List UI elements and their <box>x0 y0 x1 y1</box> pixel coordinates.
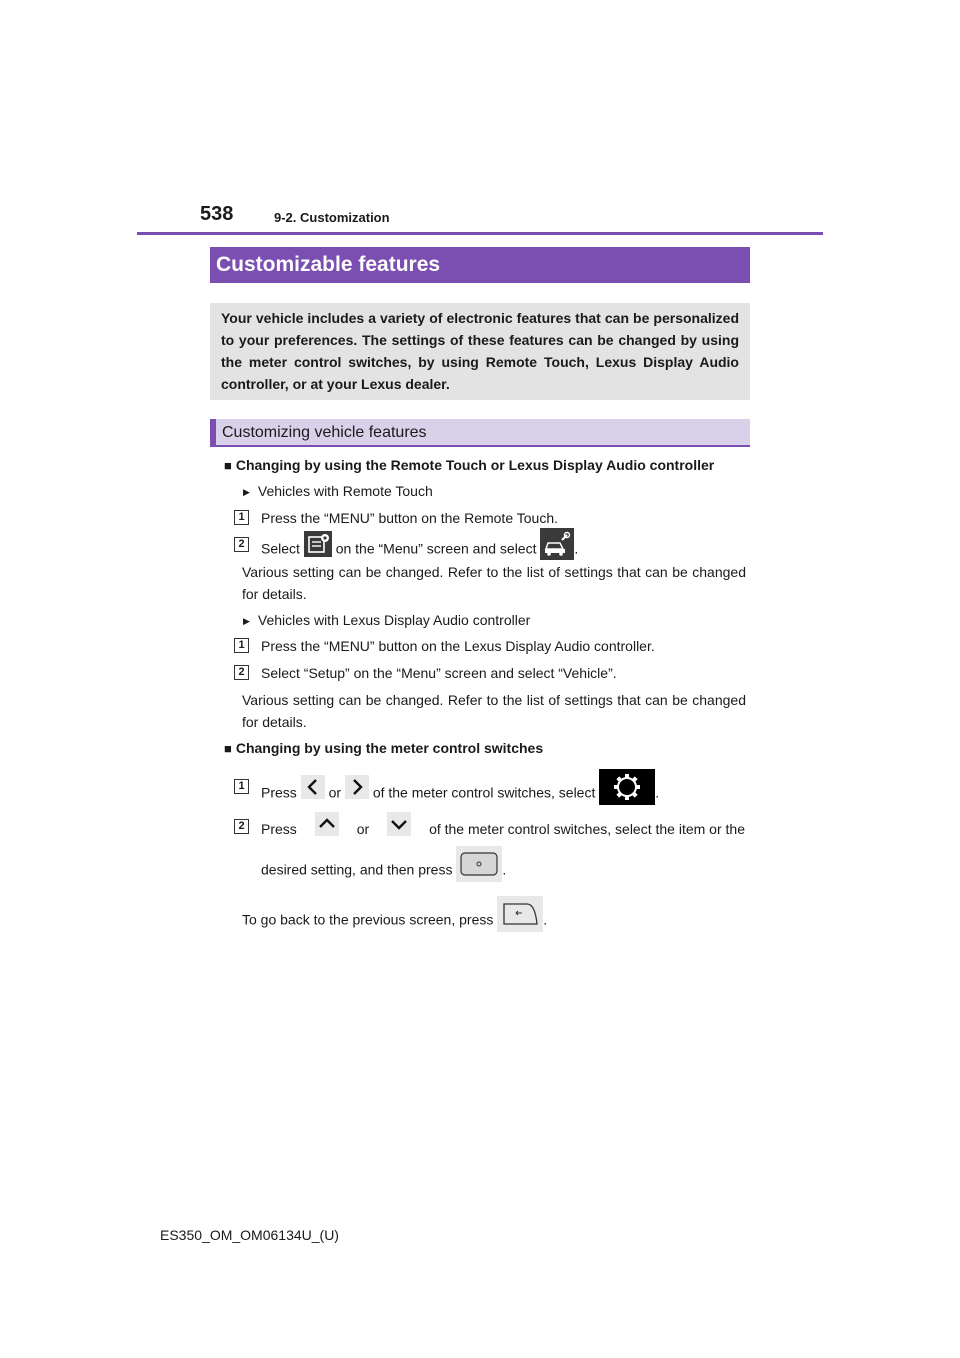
meter-step2: Press or of the meter control switches, select the item or the <box>261 812 745 846</box>
section-title: 9-2. Customization <box>274 210 390 225</box>
step-number-2: 2 <box>234 665 249 680</box>
meter-step1: Press or of the meter control switches, select . <box>261 769 659 819</box>
remote-touch-step2: Select on the “Menu” screen and select . <box>261 528 578 572</box>
step-number-1: 1 <box>234 779 249 794</box>
header-divider <box>137 232 823 235</box>
chevron-right-icon <box>345 775 369 813</box>
document-code: ES350_OM_OM06134U_(U) <box>160 1227 339 1243</box>
step-number-2: 2 <box>234 819 249 834</box>
remote-touch-label: ▶ Vehicles with Remote Touch <box>243 483 433 499</box>
chevron-left-icon <box>301 775 325 813</box>
step-number-2: 2 <box>234 537 249 552</box>
step-number-1: 1 <box>234 638 249 653</box>
triangle-bullet-icon: ▶ <box>243 487 250 497</box>
square-bullet-icon: ■ <box>224 458 232 473</box>
back-instruction: To go back to the previous screen, press . <box>242 896 547 946</box>
display-audio-note: Various setting can be changed. Refer to the list of settings that can be changed for details. <box>242 692 746 730</box>
triangle-bullet-icon: ▶ <box>243 616 250 626</box>
display-audio-label: ▶ Vehicles with Lexus Display Audio controller <box>243 612 531 628</box>
ok-button-icon <box>456 846 502 896</box>
section-b-heading: ■ Changing by using the meter control switches <box>224 740 544 756</box>
section-a-heading: ■ Changing by using the Remote Touch or Lexus Display Audio controller <box>224 457 715 473</box>
page-title: Customizable features <box>210 247 750 283</box>
meter-step2-cont: desired setting, and then press . <box>261 846 506 896</box>
subsection-heading: Customizing vehicle features <box>210 419 750 447</box>
remote-touch-note: Various setting can be changed. Refer to the list of settings that can be changed for details. <box>242 564 746 602</box>
chevron-down-icon <box>387 812 411 846</box>
chevron-up-icon <box>315 812 339 846</box>
remote-touch-step1: Press the “MENU” button on the Remote Touch. <box>261 510 558 526</box>
display-audio-step2: Select “Setup” on the “Menu” screen and select “Vehicle”. <box>261 665 617 681</box>
display-audio-step1: Press the “MENU” button on the Lexus Display Audio controller. <box>261 638 655 654</box>
intro-text: Your vehicle includes a variety of electronic features that can be personalized to your preferences. The settings of these features can be changed by using the meter control switches, by using Remote Touch, Lexus Display Audio controller, or at your Lexus dealer. <box>210 303 750 400</box>
step-number-1: 1 <box>234 510 249 525</box>
square-bullet-icon: ■ <box>224 741 232 756</box>
page-number: 538 <box>200 203 234 225</box>
back-button-icon <box>497 896 543 946</box>
